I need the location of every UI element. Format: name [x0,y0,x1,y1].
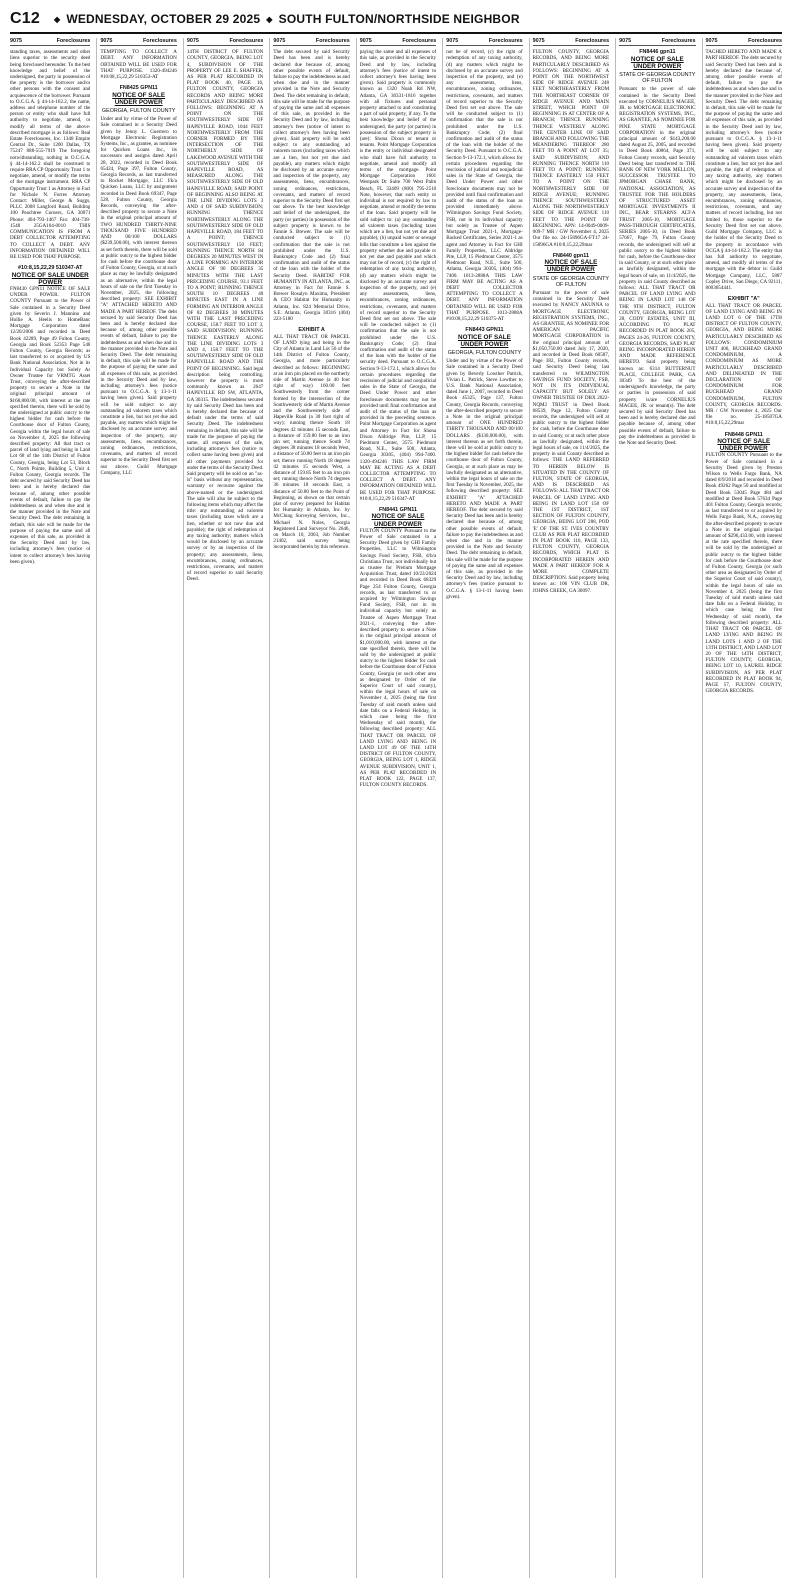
notice-body: Under and by virtue of the Power of Sale contained in a Security Deed given by Jenny L. Guerrero to Mortgage Electronic Registration Systems, Inc., as grantee, as nominee for Quicken Loans Inc., its successors and assigns dated April 28, 2022, recorded in Deed Book 65424, Page 397, Fulton County, Georgia Records, as last transferred to Rocket Mortgage, LLC f/k/a Quicken Loans, LLC by assignment recorded in Deed Book 69347, Page 528, Fulton County, Georgia Records, conveying the after-described property to secure a Note in the original principal amount of TWO HUNDRED THIRTY-NINE THOUSAND FIVE HUNDRED AND 00/100 DOLLARS ($239,500.00), with interest thereon as set forth therein, there will be sold at public outcry to the highest bidder for cash before the courthouse door of Fulton County, Georgia, or at such place as may be lawfully designated as an alternative, within the legal hours of sale on the first Tuesday in November, 2025, the following described property: SEE EXHIBIT "A" ATTACHED HERETO AND MADE A PART HEREOF. The debt secured by said Security Deed has been and is hereby declared due because of, among other possible events of default, failure to pay the indebtedness as and when due and in the manner provided in the Note and Security Deed. The debt remaining in default, this sale will be made for the purpose of paying the same and all expenses of this sale, as provided in the Security Deed and by law, including attorney's fees (notice pursuant to O.C.G.A. § 13-1-11 having been given). Said property will be sold subject to any outstanding ad valorem taxes which constitute a lien, but not yet due and payable, any matters which might be disclosed by an accurate survey and inspection of the property, any assessments, liens, encumbrances, zoning ordinances, restrictions, covenants, and matters of record superior to the Security Deed first set out above. Guild Mortgage Company, LLC [100,116,177,476]
category-label: Foreclosures [488,38,523,44]
column-6 [442,38,522,1578]
notice-body: standing taxes, assessments and other liens superior to the security deed being foreclosed hereunder. To the best knowledge and belief of the undersigned, the party in possession of the property is the borrower and/or other persons with the consent and acquiescence of the borrower. Pursuant to O.C.G.A. § 44-14-162.2, the name, address and telephone number of the person or entity who shall have full authority to negotiate, amend, or modify all terms of the above-described mortgage is as follows: Real Estate Foreclosures, Inc. 1348 Empire Central Dr., Suite 1200 Dallas, TX 75247 888-555-7919 The foregoing notwithstanding, nothing in O.C.G.A. § 44-14-162.2 shall be construed to require RRA CP Opportunity Trust 1 to negotiate, amend, or modify the terms of the mortgage instrument. RRA CP Opportunity Trust 1 as Attorney in Fact for Nichole N. Forres Attorney Contact: Miller, George & Suggs, PLLC 2008 Langford Road, Building 100 Peachtree Corners, GA 30071 Phone: 404-793-1467 Fax: 404-738-1548 25GA104-0010 THIS COMMUNICATION IS FROM A DEBT COLLECTOR ATTEMPTING TO COLLECT A DEBT. ANY INFORMATION OBTAINED WILL BE USED FOR THAT PURPOSE. [10,49,91,260]
legal-notice [533,253,609,594]
page-number: C12 [10,10,40,27]
legal-notice [10,49,90,260]
column-7 [529,38,609,1578]
header-section: SOUTH FULTON/NORTHSIDE NEIGHBOR [278,12,520,26]
category-code: 9075 [532,38,545,44]
notice-id: FN8441 GPN11 [378,507,418,514]
legal-notice [706,49,782,291]
notice-venue: STATE OF GEORGIA COUNTY OF FULTON [532,275,609,288]
legal-notice [619,49,695,446]
legal-notice-columns [10,38,782,1578]
notice-title: NOTICE OF SALE UNDER POWER [717,438,771,453]
category-header [446,38,522,46]
notice-id: FN8440 gpn11 [552,252,590,259]
category-code: 9075 [359,38,372,44]
category-code: 9075 [186,38,199,44]
column-9 [702,38,782,1578]
notice-body: TACHED HERETO AND MADE A PART HEREOF. The debt secured by said Security Deed has been and is hereby declared due because of, among other possible events of default, failure to pay the indebtedness as and when due and in the manner provided in the Note and Security Deed. The debt remaining in default, this sale will be made for the purpose of paying the same and all expenses of this sale, as provided in the Security Deed and by law, including attorney's fees (notice pursuant to O.C.G.A. § 13-1-11 having been given). Said property will be sold subject to any outstanding ad valorem taxes which constitute a lien, but not yet due and payable, the right of redemption of any taxing authority, any matters which might be disclosed by an accurate survey and inspection of the property, any assessments, liens, encumbrances, zoning ordinances, restrictions, covenants, and any matters of record including, but not limited to, those superior to the Security Deed first set out above. Guild Mortgage Company, LLC is the holder of the Security Deed to the property in accordance with OCGA § 44-14-162.2. The entity that has full authority to negotiate, amend, and modify all terms of the mortgage with the debtor is: Guild Mortgage Company, LLC, 5887 Copley Drive, San Diego, CA 92111, 8003654441. [705,49,782,291]
notice-body: ALL THAT TRACT OR PARCEL OF LAND lying and being in the City of Atlanta in Land Lot 56 of the 14th District of Fulton County, Georgia, and more particularly described as follows: BEGINNING at an iron pin placed on the northerly side of Martin Avenue (a 40 foot right of way) 160.00 feet Southwesterly from the corner formed by the intersection of the Southwesterly side of Martin Avenue and the Southwesterly side of Hapeville Road (a 30 foot right of way); running thence South 18 degrees 42 minutes 15 seconds East, a distance of 159.80 feet to an iron pin set; running thence South 74 degrees 38 minutes 18 seconds West, a distance of 50.80 feet to an iron pin set; thence running North 18 degrees 42 minutes 15 seconds West, a distance of 159.85 feet to an iron pin set; running thence North 74 degrees 36 minutes 18 seconds East, a distance of 50.80 feet to the Point of Beginning, as shown on that certain plat of survey prepared for Habitat for Humanity in Atlanta, Inc. by McClung Surveying Services, Inc., Michael N. Noles, Georgia Registered Land Surveyor No. 2646, on March 10, 2003, Job Number 21402, said survey being incorporated herein by this reference. [273,333,350,551]
category-code: 9075 [446,38,459,44]
legal-notice [273,327,349,551]
notice-id: FN8425 GPN11 [119,85,158,92]
column-4 [269,38,349,1578]
category-header [273,38,349,46]
category-label: Foreclosures [402,38,437,44]
category-code: 9075 [100,38,113,44]
notice-title: NOTICE OF SALE UNDER POWER [11,271,89,286]
legal-notice [10,265,90,565]
notice-body: not be of record, (c) the right of redemption of any taxing authority, (d) any matters which might be disclosed by an accurate survey and inspection of the property, and (e) any assessments, liens, encumbrances, zoning ordinances, restrictions, covenants, and matters of record superior to the Security Deed first set out above. The sale will be conducted subject to (1) confirmation that the sale is not prohibited under the U.S. Bankruptcy Code; (2) final confirmation and audit of the status of the loan with the holder of the Security Deed. Pursuant to O.C.G.A. Section 9-13-172.1, which allows for certain procedures regarding the rescission of judicial and nonjudicial sales in the State of Georgia, the Deed Under Power and other foreclosure documents may not be provided until final confirmation and audit of the status of the loan as provided immediately above. Wilmington Savings Fund Society, FSB, not in its individual capacity but solely as Trustee of Aspen Mortgage Trust 2021-1, Mortgage-Backed Certificates, Series 2021-1 as agent and Attorney in Fact for GHI Family Properties, LLC Aldridge Pite, LLP, 15 Piedmont Center, 3575 Piedmont Road, N.E., Suite 500, Atlanta, Georgia 30305, (404) 994-7400. 1013-2888A THIS LAW FIRM MAY BE ACTING AS A DEBT COLLECTOR ATTEMPTING TO COLLECT A DEBT. ANY INFORMATION OBTAINED WILL BE USED FOR THAT PURPOSE. 1013-2888A #10:08,15,22,29 510375-AT [446,49,523,322]
category-label: Foreclosures [575,38,610,44]
category-header [10,38,90,46]
header-rule [10,32,782,34]
category-code: 9075 [273,38,286,44]
notice-body: TEMPTING TO COLLECT A DEBT. ANY INFORMATION OBTAINED WILL BE USED FOR THAT PURPOSE. 1320-494246 #10:08,15,22,29 510353-AT [100,49,177,81]
category-header [619,38,695,46]
notice-id: #10:8,15,22,29 510347-AT [18,265,83,272]
legal-notice [100,49,176,80]
category-label: Foreclosures [315,38,350,44]
notice-title: NOTICE OF SALE UNDER POWER [544,259,598,274]
column-8 [615,38,695,1578]
notice-body: ALL THAT TRACT OR PARCEL OF LAND LYING AND BEING IN LAND LOT 6 OF THE 17TH DISTRICT OF FULTON COUNTY, GEORGIA, AND BEING MORE PARTICULARLY DESCRIBED AS FOLLOWS: CONDOMINIUM UNIT 406, BUCKHEAD GRAND CONDOMINIUM, A CONDOMINIUM AS MORE PARTICULARLY DESCRIBED AND DELINEATED IN THE DECLARATION OF CONDOMINIUM FOR BUCKHEAD GRAND CONDOMINIUM, FULTON COUNTY, GEORGIA RECORDS. MR / GW November 4, 2025 Our file no. 25-18507GA #10:8,15,22,29mar [705,302,782,427]
notice-body: 14TH DISTRICT OF FULTON COUNTY, GEORGIA, BEING LOT 4, SUBDIVISION OF THE PROPERTY OF LEE E. SHAFFER, AS PER PLAT RECORDED IN PLAT BOOK 40, PAGE 16, FULTON COUNTY, GEORGIA RECORDS AND BEING MORE PARTICULARLY DESCRIBED AS FOLLOWS: BEGINNING AT A POINT ON THE SOUTHWESTERLY SIDE OF HAPEVILLE ROAD, 1044 FEET NORTHWESTERLY FROM THE CORNER FORMED BY THE INTERSECTION OF THE NORTHERLY SIDE OF LAKEWOOD AVENUE WITH THE SOUTHWESTERLY SIDE OF HAPEVILLE ROAD, AS MEASURED ALONG THE SOUTHWESTERLY SIDE OF OLD HAPEVILLE ROAD; SAID POINT OF BEGINNING ALSO BEING AT THE LINE DIVIDING LOTS 3 AND 4 OF SAID SUBDIVISION; RUNNING THENCE NORTHWESTERLY ALONG THE SOUTHWESTERLY SIDE OF OLD HAPEVILLE ROAD, 184 FEET TO A POINT; THENCE SOUTHWESTERLY 150 FEET; RUNNING THENCE NORTH 84 DEGREES 20 MINUTES WEST IN A LINE FORMING AN INTERIOR ANGLE OF 90 DEGREES 35 MINUTES WITH THE LAST PRECEDING COURSE, 93.1 FEET TO A POINT; RUNNING THENCE SOUTH 10 DEGREES 40 MINUTES EAST IN A LINE FORMING AN INTERIOR ANGLE OF 82 DEGREES 30 MINUTES WITH THE LAST PRECEDING COURSE, 158.7 FEET TO LOT 3, SAID SUBDIVISION; RUNNING THENCE EASTERLY ALONG THE LINE DIVIDING LOTS 3 AND 4, 158.7 FEET TO THE SOUTHWESTERLY SIDE OF OLD HAPEVILLE ROAD AND THE POINT OF BEGINNING. Said legal description being controlling, however the property is more commonly known as 2647 HAPEVILLE RD SW, ATLANTA, GA 30315. The indebtedness secured by said Security Deed has been and is hereby declared due because of default under the terms of said Security Deed. The indebtedness remaining in default, this sale will be made for the purpose of paying the same, all expenses of the sale, including attorney's fees (notice to collect same having been given) and all other payments provided for under the terms of the Security Deed. Said property will be sold on an "as-is" basis without any representation, warranty or recourse against the above-named or the undersigned. The sale will also be subject to the following items which may affect the title: any outstanding ad valorem taxes (including taxes which are a lien, whether or not now due and payable); the right of redemption of any taxing authority; matters which would be disclosed by an accurate survey or by an inspection of the property; any assessments, liens, encumbrances, zoning ordinances, restrictions, covenants, and matters of record superior to said Security Deed. [186,49,264,583]
notice-body: Pursuant to the power of sale contained in the Security Deed executed by CORNELIUS MAGEE, JR. to MORTGAGE ELECTRONIC REGISTRATION SYSTEMS, INC., AS GRANTEE, AS NOMINEE FOR PINE STATE MORTGAGE CORPORATION in the original principal amount of $143,200.00 dated August 25, 2005, and recorded in Deed Book 40864, Page 371, Fulton County records, said Security Deed being last transferred to THE BANK OF NEW YORK MELLON, SUCCESSOR TRUSTEE TO JPMORGAN CHASE BANK, NATIONAL ASSOCIATION, AS TRUSTEE FOR THE HOLDERS OF STRUCTURED ASSET MORTGAGE INVESTMENTS II INC., BEAR STEARNS ALT-A TRUST 2005-10, MORTGAGE PASS-THROUGH CERTIFICATES, SERIES 2005-10, in Deed Book 57667, Page 79, Fulton County records, the undersigned will sell at public outcry to the highest bidder for cash, before the Courthouse door in said County, or at such other place as lawfully designated, within the legal hours of sale, on 11/4/2025, the property in said County described as follows: ALL THAT TRACT OR PARCEL OF LAND LYING AND BEING IN LAND LOT 148 OF THE 9TH DISTRICT, FULTON COUNTY, GEORGIA, BEING LOT 28, CODY ESTATES, UNIT III, ACCORDING TO PLAT RECORDED IN PLAT BOOK 205, PAGES 24-26, FULTON COUNTY, GEORGIA RECORDS, SAID PLAT BEING INCORPORATED HEREIN AND MADE REFERENCE HERETO. Said property being known as: 6314 BUTTERNUT PLACE, COLLEGE PARK, GA 30349 To the best of the undersigned's knowledge, the party or parties in possession of said property is/are CORNELIUS MAGEE, JR. or tenant(s). The debt secured by said Security Deed has been and is hereby declared due and payable because of, among other possible events of default, failure to pay the indebtedness as provided in the Note and Security Deed. [619,86,696,446]
category-header [100,38,176,46]
legal-notice [360,507,436,788]
notice-body: Under and by virtue of the Power of Sale contained in a Security Deed given by Beverly Lowther Patrick, Vivian L. Patrick, Steve Lowther to U.S. Bank National Association, dated June 1, 2007, recorded in Deed Book 45325, Page 137, Fulton County, Georgia Records, conveying the after-described property to secure a Note in the original principal amount of ONE HUNDRED THIRTY THOUSAND AND 00/100 DOLLARS ($130,000.00), with interest thereon as set forth therein, there will be sold at public outcry to the highest bidder for cash before the courthouse door of Fulton County, Georgia, or at such place as may be lawfully designated as an alternative, within the legal hours of sale on the first Tuesday in November, 2025, the following described property: SEE EXHIBIT "A" ATTACHED HERETO AND MADE A PART HEREOF. The debt secured by said Security Deed has been and is hereby declared due because of, among other possible events of default, failure to pay the indebtedness as and when due and in the manner provided in the Note and Security Deed. The debt remaining in default, this sale will be made for the purpose of paying the same and all expenses of this sale, as provided in the Security Deed and by law, including attorney's fees (notice pursuant to O.C.G.A. § 13-1-11 having been given). [446,358,523,600]
category-label: Foreclosures [661,38,696,44]
page-header [10,8,782,30]
notice-venue: GEORGIA, FULTON COUNTY [101,108,176,115]
header-bullet-2: ◆ [266,14,273,24]
notice-body: paying the same and all expenses of this sale, as provided in the Security Deed and by law, including attorney's fees (notice of intent to collect attorney's fees having been given). Said property is commonly known as 1320 Noah Rd NW, Atlanta, GA 30331-1816 together with all fixtures and personal property attached to and constituting a part of said property, if any. To the best knowledge and belief of the undersigned, the party (or parties) in possession of the subject property is (are): Shona Dixon or tenant or tenants. Point Mortgage Corporation is the entity or individual designated who shall have full authority to negotiate, amend and modify all terms of the mortgage. Point Mortgage Corporation 1601 Westpark Dr Suite 700 West Palm Beach, FL 33409 (800) 795-2510 Note, however, that such entity or individual is not required by law to negotiate, amend or modify the terms of the loan. Said property will be sold subject to: (a) any outstanding ad valorem taxes (including taxes which are a lien, but not yet due and payable), (b) unpaid water or sewage bills that constitute a lien against the property whether due and payable or not yet due and payable and which may not be of record, (c) the right of redemption of any taxing authority, (d) any matters which might be disclosed by an accurate survey and inspection of the property, and (e) any assessments, liens, encumbrances, zoning ordinances, restrictions, covenants, and matters of record superior to the Security Deed first set out above. The sale will be conducted subject to (1) confirmation that the sale is not prohibited under the U.S. Bankruptcy Code; (2) final confirmation and audit of the status of the loan with the holder of the security deed. Pursuant to O.C.G.A. Section 9-13-172.1, which allows for certain procedures regarding the rescission of judicial and nonjudicial sales in the State of Georgia, the Deed Under Power and other foreclosure documents may not be provided until final confirmation and audit of the status of the loan as provided in the preceding sentence. Point Mortgage Corporation as agent and Attorney in Fact for Shona Dixon Aldridge Pite, LLP, 15 Piedmont Center, 3575 Piedmont Road, N.E., Suite 500, Atlanta, Georgia 30305, (404) 994-7400. 1320-494246 THIS LAW FIRM MAY BE ACTING AS A DEBT COLLECTOR ATTEMPTING TO COLLECT A DEBT. ANY INFORMATION OBTAINED WILL BE USED FOR THAT PURPOSE. #10:8,15,22,29 510347-AT [359,49,437,502]
legal-notice [360,49,436,502]
notice-venue: GEORGIA, FULTON COUNTY [447,349,522,356]
notice-title: NOTICE OF SALE UNDER POWER [458,333,511,348]
header-bullet: ◆ [53,14,61,24]
notice-body: The debt secured by said Security Deed has been and is hereby declared due because of, among other possible events of default, failure to pay the indebtedness as and when due and in the manner provided in the Note and Security Deed. The debt remaining in default, this sale will be made for the purpose of paying the same and all expenses of this sale, as provided in the Security Deed and by law, including attorney's fees (notice of intent to collect attorney's fees having been given). Said property will be sold subject to any outstanding ad valorem taxes (including taxes which are a lien, but not yet due and payable), any matters which might be disclosed by an accurate survey and inspection of the property, any assessments, liens, encumbrances, zoning ordinances, restrictions, covenants, and matters of record superior to the Security Deed first set out above. To the best knowledge and belief of the undersigned, the party (or parties) in possession of the subject property is known to be Fannie S. Brewer. The sale will be conducted subject to (1) confirmation that the sale is not prohibited under the U.S. Bankruptcy Code and (2) final confirmation and audit of the status of the loan with the holder of the Security Deed. HABITAT FOR HUMANITY IN ATLANTA, INC. as Attorney in Fact for Fannie S. Brewer Rosalyn Maxima, President & CEO Habitat for Humanity in Atlanta, Inc. 824 Memorial Drive, S.E. Atlanta, Georgia 30316 (404) 223-5180 [273,49,350,322]
notice-body: FULTON COUNTY Pursuant to the Power of Sale contained in a Security Deed given by Preston Wilson to Wells Fargo Bank, NA dated 8/9/2010 and recorded in Deed Book 49262 Page 50 and modified at Deed Book 53045 Page 484 and modified at Deed Book 57634 Page 401 Fulton County, Georgia records; as last transferred to or acquired by Wells Fargo Bank, N.A., conveying the after-described property to secure a Note in the original principal amount of $296,433.00, with interest at the rate specified therein, there will be sold by the undersigned at public outcry to the highest bidder for cash before the Courthouse door of Fulton County, Georgia (or such other area as designated by Order of the Superior Court of said county), within the legal hours of sale on November 4, 2025 (being the first Tuesday of said month unless said date falls on a Federal Holiday, in which case being the first Wednesday of said month), the following described property: ALL THAT TRACT OR PARCEL OF LAND LYING AND BEING IN LAND LOTS 1 AND 2 OF THE 13TH DISTRICT, AND LAND LOT 20 OF THE 14TH DISTRICT, FULTON COUNTY, GEORGIA, BEING LOT 10, LAUREL RIDGE SUBDIVISION, AS PER PLAT RECORDED IN PLAT BOOK 94, PAGE 57, FULTON COUNTY, GEORGIA RECORDS. [705,452,782,695]
notice-title: NOTICE OF SALE UNDER POWER [630,55,684,70]
notice-id: FN8446 gpn11 [639,49,676,56]
category-header [533,38,609,46]
notice-title: NOTICE OF SALE UNDER POWER [112,91,166,106]
notice-body: FN8430 GPN11 NOTICE OF SALE UNDER POWER. FULTON COUNTY Pursuant to the Power of Sale contained in a Security Deed given by Severin J. Mannino and Hollie A. Heelis to HomeBanc Mortgage Corporation dated 12/20/2006 and recorded in Deed Book 42289, Page 49 Fulton County, Georgia and Book 52353 Page 548 Fulton County, Georgia Records; as last transferred to or acquired by US Bank National Association, Not in its Individual Capacity but Solely As Owner Trustee for VRMTG Asset Trust, conveying the after-described property to secure a Note in the original principal amount of $168,800.00, with interest at the rate specified therein, there will be sold by the undersigned at public outcry to the highest bidder for cash before the Courthouse door of Fulton County, Georgia within the legal hours of sale on November 4, 2025 the following described property: All that tract or parcel of land lying and being in Land Lot 68 of the 14th District of Fulton County, Georgia, being Lot 53, Block C, North Pointe, Building 5, Unit 4. Fulton County, Georgia records. The debt secured by said Security Deed has been and is hereby declared due because of, among other possible events of default, failure to pay the indebtedness as and when due and in the manner provided in the Note and Security Deed. The debt remaining in default, this sale will be made for the purpose of paying the same and all expenses of this sale, as provided in the Security Deed and by law, including attorney's fees (notice of intent to collect attorney's fees having been given). [10,285,91,565]
legal-notice [446,49,522,322]
category-header [187,38,263,46]
category-code: 9075 [10,38,22,44]
notice-body: FULTON COUNTY Pursuant to the Power of Sale contained in a Security Deed given by GHI Family Properties, LLC to Wilmington Savings Fund Society, FSB, d/b/a Christiana Trust, not individually but as trustee for Pretium Mortgage Acquisition Trust, dated 10/23/2024 and recorded in Deed Book 68329 Page 254 Fulton County, Georgia records, as last transferred to or acquired by Wilmington Savings Fund Society, FSB, not in its individual capacity but solely as Trustee of Aspen Mortgage Trust 2021-1, conveying the after-described property to secure a Note in the original principal amount of $1,010,000.00, with interest at the rate specified therein, there will be sold by the undersigned at public outcry to the highest bidder for cash before the Courthouse door of Fulton County, Georgia (or such other area as designated by Order of the Superior Court of said county), within the legal hours of sale on November 4, 2025 (being the first Tuesday of said month unless said date falls on a Federal Holiday, in which case being the first Wednesday of said month), the following described property: ALL THAT TRACT OR PARCEL OF LAND LYING AND BEING IN LAND LOT 49 OF THE 14TH DISTRICT OF FULTON COUNTY, GEORGIA, BEING LOT 1, RIDGE AVENUE SUBDIVISION, UNIT 1, AS PER PLAT RECORDED IN PLAT BOOK 122, PAGE 137, FULTON COUNTY RECORDS. [359,527,437,789]
column-5 [356,38,436,1578]
notice-body: Pursuant to the power of sale contained in the Security Deed executed by NANCY AKUNNA to MORTGAGE ELECTRONIC REGISTRATION SYSTEMS, INC., AS GRANTEE, AS NOMINEE FOR AMERICAN PACIFIC MORTGAGE CORPORATION in the original principal amount of $1,050,750.00 dated July 17, 2020, and recorded in Deed Book 60587, Page 382, Fulton County records, said Security Deed being last transferred to WILMINGTON SAVINGS FUND SOCIETY, FSB, NOT IN ITS INDIVIDUAL CAPACITY BUT SOLELY AS OWNER TRUSTEE OF DBX 2022-NQM2 TRUST in Deed Book 68539, Page 12, Fulton County records, the undersigned will sell at public outcry to the highest bidder for cash, before the Courthouse door in said County, or at such other place as lawfully designated, within the legal hours of sale, on 11/4/2025, the property in said County described as follows: THE LAND REFERRED TO HEREIN BELOW IS SITUATED IN THE COUNTY OF FULTON, STATE OF GEORGIA, AND IS DESCRIBED AS FOLLOWS: ALL THAT TRACT OR PARCEL OF LAND LYING AND BEING IN LAND LOT 158 OF THE 1ST DISTRICT, 1ST SECTION OF FULTON COUNTY, GEORGIA, BEING LOT 288, POD 'E' OF THE ST. IVES COUNTRY CLUB AS PER PLAT RECORDED IN PLAT BOOK 116, PAGE 133, FULTON COUNTY, GEORGIA RECORDS, WHICH PLAT IS INCORPORATED HEREIN AND MADE A PART HEREOF FOR A MORE COMPLETE DESCRIPTION. Said property being known as: 106 VIN CLUB DR, JOHNS CREEK, GA 30097. [532,289,610,594]
category-label: Foreclosures [56,38,91,44]
legal-notice [100,85,176,476]
category-label: Foreclosures [143,38,177,44]
column-2 [96,38,176,1578]
legal-notice [446,327,522,600]
column-1 [10,38,90,1578]
notice-title: NOTICE OF SALE UNDER POWER [371,513,425,528]
header-date: WEDNESDAY, OCTOBER 29 2025 [66,12,261,26]
legal-notice [706,296,782,426]
category-label: Foreclosures [229,38,264,44]
legal-notice [706,432,782,695]
legal-notice [187,49,263,582]
category-header [706,38,782,46]
notice-id: FN8443 GPN11 [465,327,504,334]
category-header [360,38,436,46]
notice-id: EXHIBIT "A" [727,296,760,303]
legal-notice [533,49,609,248]
category-code: 9075 [619,38,632,44]
notice-venue: STATE OF GEORGIA COUNTY OF FULTON [619,72,696,85]
notice-id: EXHIBIT A [298,327,325,334]
column-3 [183,38,263,1578]
notice-id: FN8448 GPN11 [724,431,763,438]
notice-body: FULTON COUNTY, GEORGIA RECORDS, AND BEING MORE PARTICULARLY DESCRIBED AS FOLLOWS: BEGINNING AT A POINT ON THE NORTHWEST SIDE OF RIDGE AVENUE 248 FEET NORTHEASTERLY FROM THE NORTHEAST CORNER OF RIDGE AVENUE AND MAIN STREET, WHICH POINT OF BEGINNING IS AT CENTER OF A BRANCH; THENCE RUNNING THENCE WESTERLY ALONG THE CENTER LINE OF SAID BRANCH AND FOLLOWING THE MEANDERING THEREOF 280 FEET TO A POINT AT LOT 35; SAID SUBDIVISION; AND RUNNING THENCE NORTH 110 FEET TO A POINT; RUNNING THENCE EASTERLY 150 FEET TO A POINT ON THE NORTHWESTERLY SIDE OF RIDGE AVENUE; RUNNING THENCE SOUTHWESTERLY ALONG THE NORTHWESTERLY SIDE OF RIDGE AVENUE 110 FEET TO THE POINT OF BEGINNING. APN: 14-0049-0009-009-7 MR / GW November 4, 2025 Our file no. 24-15896GA-FT17 24-15896GA #10:8,15,22,29mar [532,49,610,248]
legal-notice [273,49,349,322]
category-label: Foreclosures [748,38,782,44]
category-code: 9075 [705,38,718,44]
